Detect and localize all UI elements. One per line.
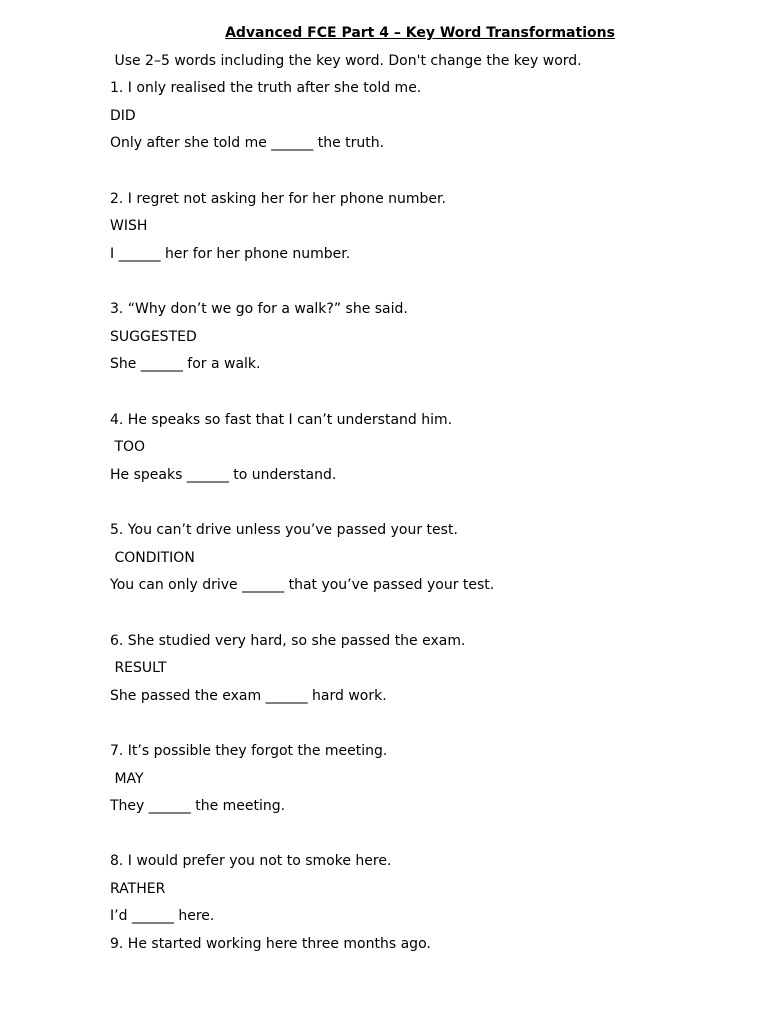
instructions: Use 2–5 words including the key word. Don't change the key word.: [110, 53, 582, 69]
question-9-prompt: 9. He started working here three months ago.: [110, 936, 431, 952]
question-1-prompt: 1. I only realised the truth after she told me.: [110, 80, 422, 96]
question-8-prompt: 8. I would prefer you not to smoke here.: [110, 853, 392, 869]
question-6-answer: She passed the exam ______ hard work.: [110, 688, 387, 704]
question-2-prompt: 2. I regret not asking her for her phone number.: [110, 191, 446, 207]
question-8-keyword: RATHER: [110, 881, 166, 897]
page-title: Advanced FCE Part 4 – Key Word Transformations: [225, 25, 615, 41]
question-2-answer: I ______ her for her phone number.: [110, 246, 351, 262]
question-6-prompt: 6. She studied very hard, so she passed the exam.: [110, 633, 466, 649]
question-3-answer: She ______ for a walk.: [110, 356, 261, 372]
question-7-prompt: 7. It’s possible they forgot the meeting.: [110, 743, 388, 759]
question-4-keyword: TOO: [110, 439, 146, 455]
question-7-keyword: MAY: [110, 771, 144, 787]
question-8-answer: I’d ______ here.: [110, 908, 215, 924]
question-4-answer: He speaks ______ to understand.: [110, 467, 337, 483]
question-1-answer: Only after she told me ______ the truth.: [110, 135, 385, 151]
question-3-keyword: SUGGESTED: [110, 329, 197, 345]
question-5-prompt: 5. You can’t drive unless you’ve passed your test.: [110, 522, 458, 538]
question-1-keyword: DID: [110, 108, 136, 124]
question-5-keyword: CONDITION: [110, 550, 195, 566]
question-6-keyword: RESULT: [110, 660, 167, 676]
question-7-answer: They ______ the meeting.: [110, 798, 286, 814]
question-4-prompt: 4. He speaks so fast that I can’t understand him.: [110, 412, 453, 428]
question-2-keyword: WISH: [110, 218, 148, 234]
question-3-prompt: 3. “Why don’t we go for a walk?” she said.: [110, 301, 408, 317]
question-5-answer: You can only drive ______ that you’ve passed your test.: [110, 577, 495, 593]
